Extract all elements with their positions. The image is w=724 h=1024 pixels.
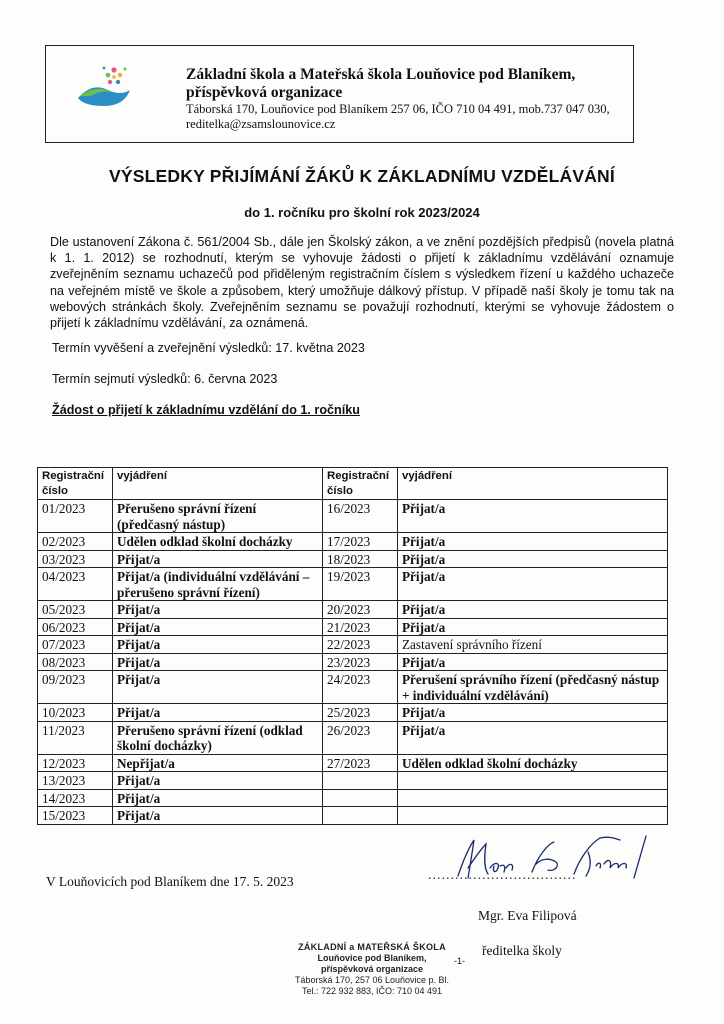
registration-number-cell: 18/2023 [323, 550, 398, 568]
table-row [38, 533, 668, 551]
statement-cell [398, 789, 668, 807]
registration-number-cell: 19/2023 [323, 568, 398, 601]
registration-number-cell: 04/2023 [38, 568, 113, 601]
table-header-row [38, 468, 668, 500]
statement-cell: Přijat/a [113, 550, 323, 568]
statement-cell: Přerušeno správní řízení (předčasný nástup) [113, 500, 323, 533]
table-row [38, 550, 668, 568]
statement-cell: Přijat/a [113, 653, 323, 671]
statement-cell: Přijat/a [398, 601, 668, 619]
logo-flower [103, 67, 127, 85]
statement-cell: Přijat/a [398, 500, 668, 533]
statement-cell: Přerušeno správní řízení (odklad školní docházky) [113, 721, 323, 754]
publish-date: Termín vyvěšení a zveřejnění výsledků: 17. května 2023 [52, 341, 365, 355]
table-row [38, 789, 668, 807]
registration-number-cell: 07/2023 [38, 636, 113, 654]
registration-number-cell: 21/2023 [323, 618, 398, 636]
table-row [38, 721, 668, 754]
statement-cell: Přijat/a [113, 618, 323, 636]
results-table-body [38, 468, 668, 825]
statement-cell: Přijat/a [398, 550, 668, 568]
registration-number-cell: 01/2023 [38, 500, 113, 533]
statement-cell: Přijat/a [398, 704, 668, 722]
registration-number-cell: 16/2023 [323, 500, 398, 533]
statement-cell [398, 772, 668, 790]
registration-number-cell: 05/2023 [38, 601, 113, 619]
registration-number-cell: 03/2023 [38, 550, 113, 568]
registration-number-cell: 27/2023 [323, 754, 398, 772]
stamp-line: Tel.: 722 932 883, IČO: 710 04 491 [301, 986, 443, 996]
statement-cell: Přijat/a [113, 772, 323, 790]
document-title: VÝSLEDKY PŘIJÍMÁNÍ ŽÁKŮ K ZÁKLADNÍMU VZDĚLÁVÁNÍ [109, 166, 615, 186]
statement-cell [398, 807, 668, 825]
registration-number-cell: 12/2023 [38, 754, 113, 772]
statement-cell: Přijat/a [113, 704, 323, 722]
table-row [38, 704, 668, 722]
place-and-date: V Louňovicích pod Blaníkem dne 17. 5. 2023 [46, 874, 294, 889]
registration-number-cell: 23/2023 [323, 653, 398, 671]
registration-number-cell: 15/2023 [38, 807, 113, 825]
registration-number-cell: 14/2023 [38, 789, 113, 807]
statement-cell: Přijat/a [113, 807, 323, 825]
organization-type: příspěvková organizace [186, 84, 343, 101]
statement-cell: Zastavení správního řízení [398, 636, 668, 654]
header-reg-number: Registrační číslo [323, 468, 398, 500]
removal-date: Termín sejmutí výsledků: 6. června 2023 [52, 372, 278, 386]
registration-number-cell: 13/2023 [38, 772, 113, 790]
statement-cell: Přijat/a [398, 533, 668, 551]
statement-cell: Přijat/a [113, 789, 323, 807]
handwritten-signature [450, 828, 660, 888]
registration-number-cell: 08/2023 [38, 653, 113, 671]
registration-number-cell [323, 789, 398, 807]
statement-cell: Přijat/a (individuální vzdělávání – přerušeno správní řízení) [113, 568, 323, 601]
registration-number-cell: 26/2023 [323, 721, 398, 754]
registration-number-cell: 17/2023 [323, 533, 398, 551]
document-subtitle: do 1. ročníku pro školní rok 2023/2024 [244, 205, 480, 220]
statement-cell: Přijat/a [113, 671, 323, 704]
school-name: Základní škola a Mateřská škola Louňovice pod Blaníkem, [186, 66, 576, 83]
table-row [38, 772, 668, 790]
registration-number-cell: 20/2023 [323, 601, 398, 619]
statement-cell: Přerušení správního řízení (předčasný nástup + individuální vzdělávání) [398, 671, 668, 704]
school-email: reditelka@zsamslounovice.cz [186, 117, 336, 131]
statement-cell: Udělen odklad školní docházky [398, 754, 668, 772]
table-row [38, 500, 668, 533]
registration-number-cell: 10/2023 [38, 704, 113, 722]
results-table [37, 467, 668, 825]
statement-cell: Přijat/a [113, 601, 323, 619]
school-address: Táborská 170, Louňovice pod Blaníkem 257 06, IČO 710 04 491, mob.737 047 030, [186, 102, 610, 116]
table-row [38, 636, 668, 654]
statement-cell: Udělen odklad školní docházky [113, 533, 323, 551]
registration-number-cell: 24/2023 [323, 671, 398, 704]
signature-line: ................................. [428, 868, 577, 883]
table-row [38, 754, 668, 772]
stamp-line: příspěvková organizace [320, 964, 424, 974]
table-row [38, 601, 668, 619]
registration-number-cell: 11/2023 [38, 721, 113, 754]
registration-number-cell: 02/2023 [38, 533, 113, 551]
school-logo-icon [74, 60, 134, 110]
registration-number-cell [323, 807, 398, 825]
signer-role: ředitelka školy [482, 943, 562, 958]
statement-cell: Přijat/a [398, 721, 668, 754]
table-row [38, 653, 668, 671]
table-row [38, 671, 668, 704]
statement-cell: Přijat/a [398, 568, 668, 601]
stamp-line: Louňovice pod Blaníkem, [317, 953, 427, 963]
table-row [38, 807, 668, 825]
page-number: -1- [454, 956, 465, 966]
header-reg-number: Registrační číslo [38, 468, 113, 500]
signer-name: Mgr. Eva Filipová [478, 908, 577, 923]
stamp-line: Táborská 170, 257 06 Louňovice p. Bl. [294, 975, 450, 985]
table-row [38, 618, 668, 636]
registration-number-cell: 09/2023 [38, 671, 113, 704]
registration-number-cell [323, 772, 398, 790]
statement-cell: Přijat/a [398, 618, 668, 636]
stamp-line: ZÁKLADNÍ a MATEŘSKÁ ŠKOLA [298, 942, 446, 952]
school-stamp [272, 942, 472, 997]
statement-cell: Přijat/a [113, 636, 323, 654]
legal-paragraph: Dle ustanovení Zákona č. 561/2004 Sb., dále jen Školský zákon, a ve znění pozdějších předpisů (novela platná k 1. 1. 2012) se rozhodnutí, kterým se vyhovuje žádosti o přijetí k základnímu vzdělávání oznamuje zveřejněním seznamu uchazečů pod přiděleným registračním číslem s výsledkem řízení u každého uchazeče na veřejném místě ve škole a způsobem, který umožňuje dálkový přístup. V případě naší školy je tomu tak na webových stránkách školy. Zveřejněním seznamu se považují rozhodnutí, kterými se vyhovuje žádostem o přijetí k základnímu vzdělávání, za oznámená. [50, 235, 674, 331]
table-row [38, 568, 668, 601]
statement-cell: Přijat/a [398, 653, 668, 671]
registration-number-cell: 25/2023 [323, 704, 398, 722]
section-heading: Žádost o přijetí k základnímu vzdělání do 1. ročníku [52, 403, 360, 417]
registration-number-cell: 22/2023 [323, 636, 398, 654]
registration-number-cell: 06/2023 [38, 618, 113, 636]
header-statement: vyjádření [398, 468, 668, 500]
statement-cell: Nepřijat/a [113, 754, 323, 772]
header-statement: vyjádření [113, 468, 323, 500]
